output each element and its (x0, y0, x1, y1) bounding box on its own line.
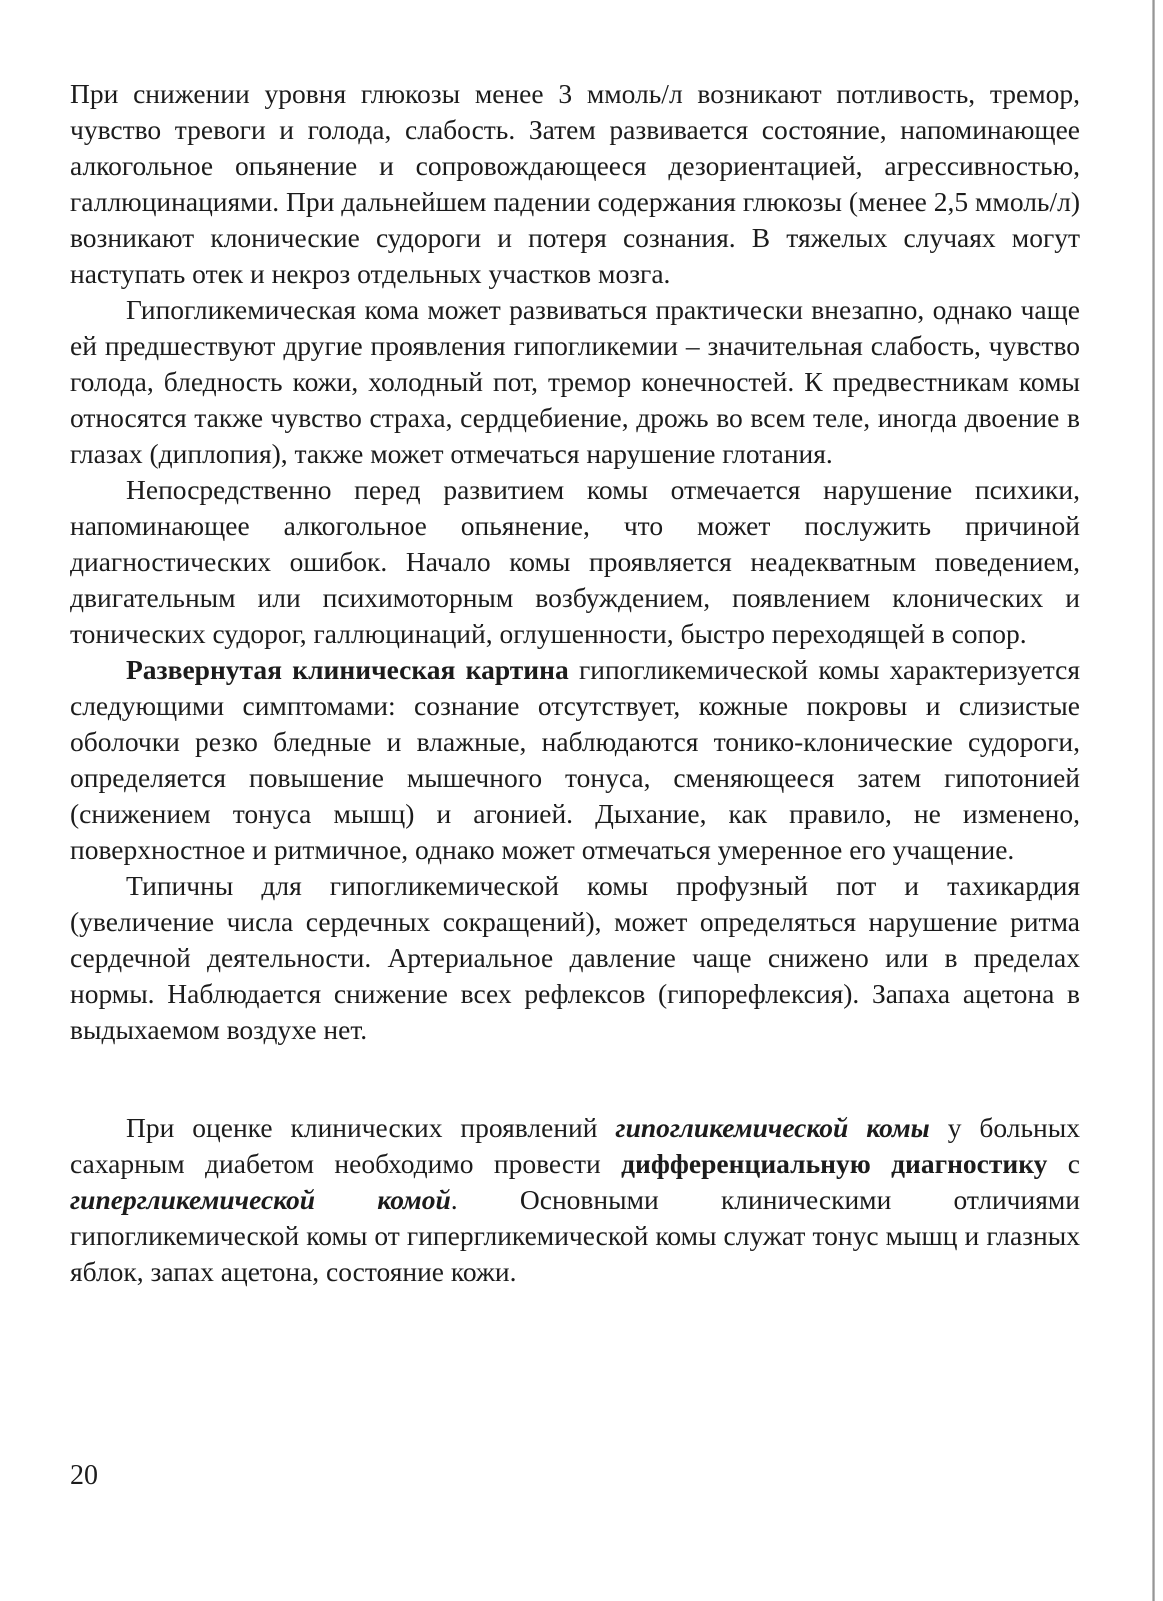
paragraph-3: Непосредственно перед развитием комы отмечается нарушение психики, напоминающее алкогольное опьянение, что может послужить причиной диагностических ошибок. Начало комы проявляется неадекватным поведением, двигательным или психимоторным возбуждением, появлением клонических и тонических судорог, галлюцинаций, оглушенности, быстро переходящей в сопор. (70, 474, 1080, 649)
paragraph-6 (70, 1110, 1080, 1290)
paragraph-gap (70, 1048, 1080, 1110)
page-edge-shadow (1152, 0, 1155, 1601)
paragraph-4-text: гипогликемической комы характеризуется следующими симптомами: сознание отсутствует, кожные покровы и слизистые оболочки резко бледные и влажные, наблюдаются тонико-клонические судороги, определяется повышение мышечного тонуса, сменяющееся затем гипотонией (снижением тонуса мышц) и агонией. Дыхание, как правило, не изменено, поверхностное и ритмичное, однако может отмечаться умеренное его учащение. (70, 654, 1080, 865)
body-text (70, 76, 1080, 1290)
paragraph-5: Типичны для гипогликемической комы профузный пот и тахикардия (увеличение числа сердечных сокращений), может определяться нарушение ритма сердечной деятельности. Артериальное давление чаще снижено или в пределах нормы. Наблюдается снижение всех рефлексов (гипорефлексия). Запаха ацетона в выдыхаемом воздухе нет. (70, 870, 1080, 1045)
paragraph-6-text-3: с (1047, 1148, 1080, 1179)
paragraph-6-text-2: у больных сахарным диабетом необходимо провести (70, 1112, 1080, 1179)
paragraph-6-text-1: При оценке клинических проявлений (126, 1112, 616, 1143)
paragraph-4-bold-term: Развернутая клиническая картина (126, 654, 569, 685)
paragraph-6-bold-term: дифференциальную диагностику (621, 1148, 1048, 1179)
paragraph-6-emphasis-1: гипогликемической комы (615, 1112, 930, 1143)
paragraph-6-text-4: . Основными клиническими отличиями гипогликемической комы от гипергликемической комы служат тонус мышц и глазных яблок, запах ацетона, состояние кожи. (70, 1184, 1081, 1287)
paragraph-2: Гипогликемическая кома может развиваться практически внезапно, однако чаще ей предшествуют другие проявления гипогликемии – значительная слабость, чувство голода, бледность кожи, холодный пот, тремор конечностей. К предвестникам комы относятся также чувство страха, сердцебиение, дрожь во всем теле, иногда двоение в глазах (диплопия), также может отмечаться нарушение глотания. (70, 294, 1080, 469)
paragraph-6-emphasis-2: гипергликемической комой (70, 1184, 451, 1215)
paragraph-1: При снижении уровня глюкозы менее 3 ммоль/л возникают потливость, тремор, чувство тревоги и голода, слабость. Затем развивается состояние, напоминающее алкогольное опьянение и сопровождающееся дезориентацией, агрессивностью, галлюцинациями. При дальнейшем падении содержания глюкозы (менее 2,5 ммоль/л) возникают клонические судороги и потеря сознания. В тяжелых случаях могут наступать отек и некроз отдельных участков мозга. (70, 78, 1080, 289)
page-number: 20 (70, 1460, 98, 1491)
paragraph-4 (70, 652, 1080, 868)
